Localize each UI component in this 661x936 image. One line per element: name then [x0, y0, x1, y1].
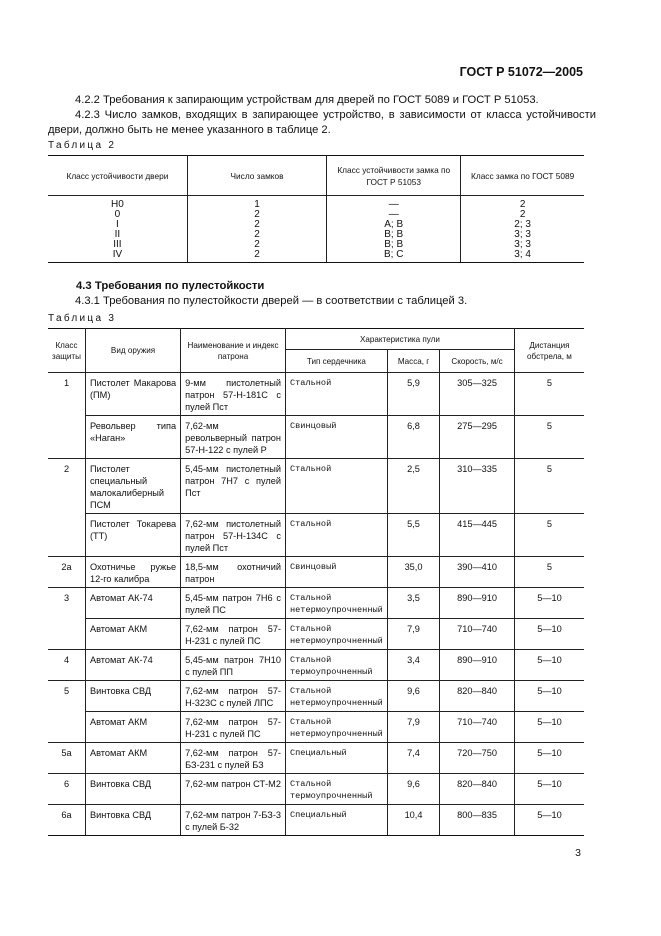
table-row: [48, 619, 584, 650]
cell-cartridge: 18,5-мм охотничий патрон: [181, 557, 286, 588]
cell-core: Стальной: [285, 514, 387, 557]
cell: 2: [187, 240, 326, 250]
cell-mass: 6,8: [387, 416, 439, 459]
table-row: [48, 650, 584, 681]
cell-class: 5: [48, 681, 86, 743]
cell-class: 3: [48, 588, 86, 650]
cell: 2: [187, 220, 326, 230]
cell-distance: 5—10: [514, 743, 584, 774]
header-lock-class-51053: Класс устойчивости замка по ГОСТ Р 51053: [327, 156, 461, 196]
cell-weapon: Охотничье ружье 12-го калибра: [86, 557, 181, 588]
cell-speed: 415—445: [440, 514, 515, 557]
table-2-caption: Таблица 2: [48, 140, 117, 151]
cell-distance: 5: [514, 373, 584, 416]
cell-weapon: Пистолет Макарова (ПМ): [86, 373, 181, 416]
header-speed: Скорость, м/с: [440, 350, 515, 373]
cell-class: 6: [48, 774, 86, 805]
cell-core: Стальной: [285, 459, 387, 514]
cell-distance: 5—10: [514, 805, 584, 836]
header-weapon: Вид оружия: [86, 329, 181, 373]
cell-class: 2а: [48, 557, 86, 588]
cell: III: [48, 240, 187, 250]
cell-cartridge: 7,62-мм патрон 57-Н-231 с пулей ПС: [181, 619, 286, 650]
cell-core: Стальной нетермоупрочненный: [285, 681, 387, 712]
cell-mass: 9,6: [387, 681, 439, 712]
cell-weapon: Автомат АКМ: [86, 619, 181, 650]
table-row: [48, 681, 584, 712]
cell-distance: 5—10: [514, 650, 584, 681]
cell-cartridge: 7,62-мм патрон 57-Н-323С с пулей ЛПС: [181, 681, 286, 712]
cell-weapon: Пистолет специальный малокалиберный ПСМ: [86, 459, 181, 514]
cell-speed: 310—335: [440, 459, 515, 514]
cell-speed: 390—410: [440, 557, 515, 588]
cell: Н0: [48, 196, 187, 211]
paragraph-4-2-3: 4.2.3 Число замков, входящих в запирающее устройство, в зависимости от класса устойчивости двери, должно быть не менее указанного в таблице 2.: [48, 109, 596, 136]
header-protection-class: Класс защиты: [48, 329, 86, 373]
cell-speed: 275—295: [440, 416, 515, 459]
cell-mass: 2,5: [387, 459, 439, 514]
document-header: ГОСТ Р 51072—2005: [459, 65, 583, 79]
cell-mass: 9,6: [387, 774, 439, 805]
cell-distance: 5: [514, 514, 584, 557]
cell-cartridge: 7,62-мм патрон СТ-М2: [181, 774, 286, 805]
table-row: [48, 373, 584, 416]
cell: I: [48, 220, 187, 230]
cell: В; С: [327, 250, 461, 263]
table-row: [48, 240, 584, 250]
cell-mass: 7,9: [387, 712, 439, 743]
cell-speed: 890—910: [440, 650, 515, 681]
cell-core: Стальной: [285, 373, 387, 416]
cell-cartridge: 9-мм пистолетный патрон 57-Н-181С с пулей Пст: [181, 373, 286, 416]
header-cartridge: Наименование и индекс патрона: [181, 329, 286, 373]
header-lock-count: Число замков: [187, 156, 326, 196]
cell-weapon: Автомат АК-74: [86, 588, 181, 619]
cell: 2: [187, 230, 326, 240]
cell-core: Стальной нетермоупрочненный: [285, 712, 387, 743]
cell: 2: [187, 250, 326, 263]
table-row: [48, 743, 584, 774]
cell: 0: [48, 210, 187, 220]
cell-weapon: Автомат АКМ: [86, 743, 181, 774]
cell-core: Свинцовый: [285, 416, 387, 459]
cell-class: 5а: [48, 743, 86, 774]
paragraph-4-2-2: 4.2.2 Требования к запирающим устройствам для дверей по ГОСТ 5089 и ГОСТ Р 51053.: [75, 94, 539, 106]
cell-speed: 720—750: [440, 743, 515, 774]
cell: —: [327, 210, 461, 220]
cell-cartridge: 5,45-мм патрон 7Н6 с пулей ПС: [181, 588, 286, 619]
table-row: [48, 230, 584, 240]
cell-mass: 35,0: [387, 557, 439, 588]
cell-cartridge: 7,62-мм револьверный патрон 57-Н-122 с пулей Р: [181, 416, 286, 459]
cell-mass: 3,4: [387, 650, 439, 681]
table-row: [48, 588, 584, 619]
table-2-header-row: [48, 156, 584, 196]
header-bullet-characteristics: Характеристика пули: [285, 329, 514, 350]
cell: 2: [187, 210, 326, 220]
cell-speed: 820—840: [440, 681, 515, 712]
table-row: [48, 459, 584, 514]
table-row: [48, 416, 584, 459]
header-mass: Масса, г: [387, 350, 439, 373]
cell-mass: 3,5: [387, 588, 439, 619]
cell: IV: [48, 250, 187, 263]
header-door-class: Класс устойчивости двери: [48, 156, 187, 196]
cell-cartridge: 7,62-мм пистолетный патрон 57-Н-134С с пулей Пст: [181, 514, 286, 557]
cell: 3; 3: [461, 230, 584, 240]
cell-core: Специальный: [285, 805, 387, 836]
cell-class: 2: [48, 459, 86, 557]
table-2: [48, 155, 584, 263]
cell-cartridge: 5,45-мм пистолетный патрон 7Н7 с пулей Пст: [181, 459, 286, 514]
table-row: [48, 514, 584, 557]
cell: 2; 3: [461, 220, 584, 230]
cell-distance: 5: [514, 557, 584, 588]
cell-distance: 5: [514, 459, 584, 514]
cell-class: 4: [48, 650, 86, 681]
cell-weapon: Револьвер типа «Наган»: [86, 416, 181, 459]
table-row: [48, 557, 584, 588]
table-3: [48, 328, 584, 836]
cell-weapon: Пистолет Токарева (ТТ): [86, 514, 181, 557]
table-row: [48, 210, 584, 220]
table-row: [48, 774, 584, 805]
cell-distance: 5: [514, 416, 584, 459]
cell-weapon: Автомат АКМ: [86, 712, 181, 743]
table-row: [48, 196, 584, 211]
cell-core: Стальной термоупрочненный: [285, 650, 387, 681]
cell: 3; 4: [461, 250, 584, 263]
table-row: [48, 220, 584, 230]
cell-speed: 305—325: [440, 373, 515, 416]
cell-weapon: Автомат АК-74: [86, 650, 181, 681]
table-row: [48, 805, 584, 836]
cell-core: Стальной термоупрочненный: [285, 774, 387, 805]
cell: II: [48, 230, 187, 240]
cell-core: Специальный: [285, 743, 387, 774]
cell: А; В: [327, 220, 461, 230]
cell-mass: 10,4: [387, 805, 439, 836]
cell-class: 1: [48, 373, 86, 459]
cell: —: [327, 196, 461, 211]
table-3-header-row-1: [48, 329, 584, 350]
table-3-caption: Таблица 3: [48, 313, 117, 324]
cell-distance: 5—10: [514, 712, 584, 743]
section-4-3-title: 4.3 Требования по пулестойкости: [76, 280, 265, 292]
header-core-type: Тип сердечника: [285, 350, 387, 373]
cell-mass: 5,5: [387, 514, 439, 557]
cell-mass: 7,4: [387, 743, 439, 774]
table-row: [48, 250, 584, 263]
cell-speed: 710—740: [440, 712, 515, 743]
header-firing-distance: Дистанция обстрела, м: [514, 329, 584, 373]
cell-core: Стальной нетермоупрочненный: [285, 588, 387, 619]
cell-distance: 5—10: [514, 619, 584, 650]
cell-speed: 710—740: [440, 619, 515, 650]
cell-cartridge: 7,62-мм патрон 57-БЗ-231 с пулей БЗ: [181, 743, 286, 774]
cell-speed: 820—840: [440, 774, 515, 805]
cell-core: Стальной нетермоупрочненный: [285, 619, 387, 650]
cell-weapon: Винтовка СВД: [86, 681, 181, 712]
cell: 2: [461, 210, 584, 220]
page-number: 3: [575, 847, 581, 859]
cell: В; В: [327, 240, 461, 250]
cell: 3; 3: [461, 240, 584, 250]
cell-mass: 7,9: [387, 619, 439, 650]
cell: В; В: [327, 230, 461, 240]
cell: 2: [461, 196, 584, 211]
cell-cartridge: 5,45-мм патрон 7Н10 с пулей ПП: [181, 650, 286, 681]
cell-weapon: Винтовка СВД: [86, 774, 181, 805]
header-lock-class-5089: Класс замка по ГОСТ 5089: [461, 156, 584, 196]
cell-cartridge: 7,62-мм патрон 57-Н-231 с пулей ПС: [181, 712, 286, 743]
cell-weapon: Винтовка СВД: [86, 805, 181, 836]
cell-mass: 5,9: [387, 373, 439, 416]
cell-class: 6а: [48, 805, 86, 836]
table-row: [48, 712, 584, 743]
paragraph-4-3-1: 4.3.1 Требования по пулестойкости дверей — в соответствии с таблицей 3.: [75, 295, 468, 307]
cell: 1: [187, 196, 326, 211]
cell-distance: 5—10: [514, 681, 584, 712]
cell-core: Свинцовый: [285, 557, 387, 588]
cell-speed: 890—910: [440, 588, 515, 619]
cell-speed: 800—835: [440, 805, 515, 836]
cell-distance: 5—10: [514, 588, 584, 619]
cell-distance: 5—10: [514, 774, 584, 805]
cell-cartridge: 7,62-мм патрон 7-БЗ-3 с пулей Б-32: [181, 805, 286, 836]
